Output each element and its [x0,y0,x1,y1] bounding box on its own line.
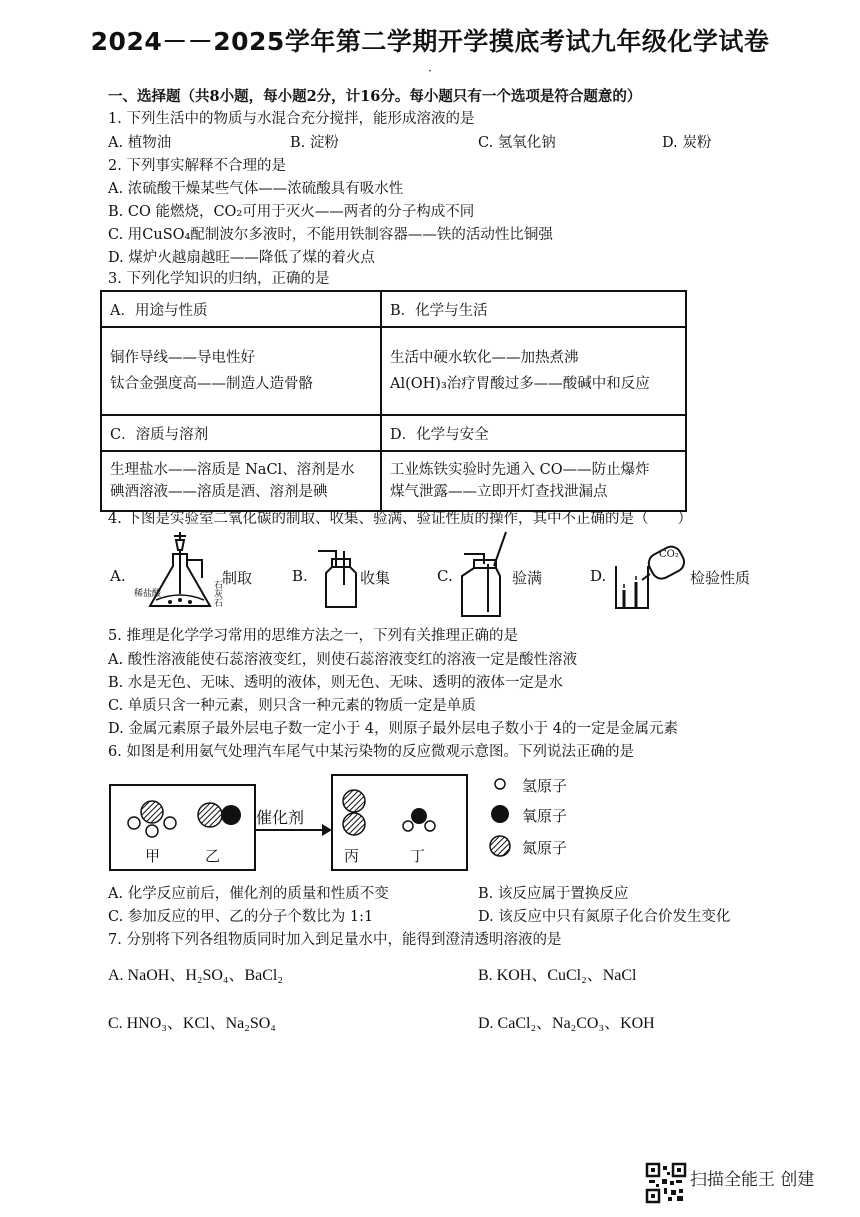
q1-stem: 1. 下列生活中的物质与水混合充分搅拌，能形成溶液的是 [108,111,475,127]
q6-stem: 6. 如图是利用氨气处理汽车尾气中某污染物的反应微观示意图。下列说法正确的是 [108,744,634,760]
q4-option-c-text: 验满 [512,569,543,587]
q4-option-d-letter: D. [590,567,607,585]
q3-cell-a-head: A．用途与性质 [101,291,381,327]
q3-d-line2: 煤气泄露——立即开灯查找泄漏点 [390,484,608,500]
q7-option-c: C. HNO₃、KCl、Na₂SO₄ [108,1015,276,1032]
q4-label-limestone: 石灰石 [212,580,222,607]
q4-option-d-text: 检验性质 [690,569,751,587]
q5-option-a: A. 酸性溶液能使石蕊溶液变红，则使石蕊溶液变红的溶液一定是酸性溶液 [108,652,578,668]
q2-option-b: B. CO 能燃烧，CO₂可用于灭火——两者的分子构成不同 [108,204,475,220]
q3-d-line1: 工业炼铁实验时先通入 CO——防止爆炸 [390,462,650,478]
q6-option-a: A. 化学反应前后，催化剂的质量和性质不变 [108,886,389,902]
q6-catalyst-label: 催化剂 [256,808,305,827]
q3-cell-c-head: C．溶质与溶剂 [101,415,381,451]
q4-co2-label: CO₂ [659,549,679,560]
q6-label-bing: 丙 [344,847,360,865]
q6-label-yi: 乙 [205,847,221,865]
q3-a-line1: 铜作导线——导电性好 [110,350,255,366]
q4-option-b-text: 收集 [360,569,391,587]
q5-option-c: C. 单质只含一种元素，则只含一种元素的物质一定是单质 [108,698,476,714]
section-heading: 一、选择题（共8小题，每小题2分，计16分。每小题只有一个选项是符合题意的） [108,88,642,105]
q3-b-line2: Al(OH)₃治疗胃酸过多——酸碱中和反应 [390,376,650,392]
q5-stem: 5. 推理是化学学习常用的思维方法之一，下列有关推理正确的是 [108,628,518,644]
q1-option-b: B. 淀粉 [290,135,339,151]
q3-cell-d-head: D．化学与安全 [381,415,686,451]
q1-option-c: C. 氢氧化钠 [478,135,556,151]
q3-cell-b-head: B．化学与生活 [381,291,686,327]
q4-option-c-letter: C. [437,567,453,585]
q2-option-c: C. 用CuSO₄配制波尔多液时，不能用铁制容器——铁的活动性比铜强 [108,227,553,243]
q2-stem: 2. 下列事实解释不合理的是 [108,158,286,174]
q1-option-a: A. 植物油 [108,135,172,151]
q4-option-a-text: 制取 [222,569,253,587]
q4-stem: 4. 下图是实验室二氧化碳的制取、收集、验满、验证性质的操作，其中不正确的是（ ） [108,511,692,527]
q5-option-b: B. 水是无色、无味、透明的液体，则无色、无味、透明的液体一定是水 [108,675,563,691]
q6-legend-oxygen: 氧原子 [522,807,568,825]
q6-option-d: D. 该反应中只有氮原子化合价发生变化 [478,909,731,925]
q3-c-line2: 碘酒溶液——溶质是酒、溶剂是碘 [110,484,328,500]
q3-stem: 3. 下列化学知识的归纳，正确的是 [108,271,330,287]
q6-legend-hydrogen: 氢原子 [522,777,568,795]
q7-option-d: D. CaCl₂、Na₂CO₃、KOH [478,1015,655,1032]
q1-option-d: D. 炭粉 [662,135,712,151]
q7-option-b: B. KOH、CuCl₂、NaCl [478,967,637,984]
q6-label-jia: 甲 [145,847,161,865]
q3-b-line1: 生活中硬水软化——加热煮沸 [390,350,579,366]
q4-option-a-letter: A. [110,567,126,585]
scanner-watermark: 扫描全能王 创建 [690,1170,815,1190]
q3-a-line2: 钛合金强度高——制造人造骨骼 [110,376,313,392]
q2-option-d: D. 煤炉火越扇越旺——降低了煤的着火点 [108,250,375,266]
q3-c-line1: 生理盐水——溶质是 NaCl、溶剂是水 [110,462,355,478]
q2-option-a: A. 浓硫酸干燥某些气体——浓硫酸具有吸水性 [108,181,404,197]
q6-legend-nitrogen: 氮原子 [522,839,568,857]
qr-code-icon [646,1163,686,1203]
stray-mark: · [428,64,432,78]
q7-stem: 7. 分别将下列各组物质同时加入到足量水中，能得到澄清透明溶液的是 [108,932,562,948]
q6-option-b: B. 该反应属于置换反应 [478,886,629,902]
q5-option-d: D. 金属元素原子最外层电子数一定小于 4，则原子最外层电子数小于 4的一定是金属元素 [108,721,678,737]
q6-label-ding: 丁 [410,847,426,865]
q4-label-acid: 稀盐酸 [134,589,162,599]
exam-title: 2024－－2025学年第二学期开学摸底考试九年级化学试卷 [90,27,770,56]
q7-option-a: A. NaOH、H₂SO₄、BaCl₂ [108,967,283,984]
q4-option-b-letter: B. [292,567,308,585]
q6-option-c: C. 参加反应的甲、乙的分子个数比为 1:1 [108,909,374,925]
